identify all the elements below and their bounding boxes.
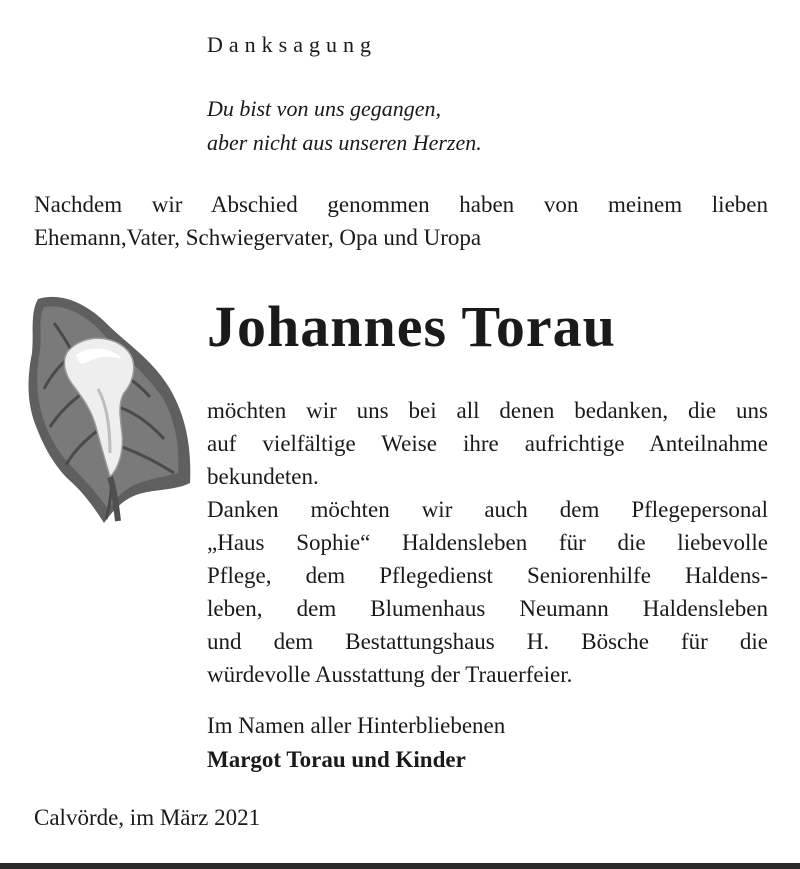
bottom-border (0, 863, 800, 869)
thanks-text (207, 394, 768, 691)
place-date: Calvörde, im März 2021 (34, 805, 261, 830)
intro-text (34, 188, 768, 254)
intro-line: Nachdem wir Abschied genommen haben von meinem lieben (34, 192, 768, 217)
signature (207, 709, 505, 777)
signature-names: Margot Torau und Kinder (207, 747, 466, 772)
thanks-line: und dem Bestattungshaus H. Bösche für die (207, 629, 768, 654)
thanks-line: Pflege, dem Pflegedienst Seniorenhilfe Haldens- (207, 563, 768, 588)
verse-line: aber nicht aus unseren Herzen. (207, 130, 482, 155)
deceased-name: Johannes Torau (207, 294, 616, 359)
verse (207, 92, 482, 160)
thanks-line: Danken möchten wir auch dem Pflegepersonal (207, 497, 768, 522)
thanks-line: leben, dem Blumenhaus Neumann Haldensleben (207, 596, 768, 621)
intro-line: Ehemann,Vater, Schwiegervater, Opa und Uropa (34, 225, 482, 250)
thanks-line: bekundeten. (207, 464, 319, 489)
signature-line: Im Namen aller Hinterbliebenen (207, 713, 506, 738)
thanks-line: möchten wir uns bei all denen bedanken, die uns (207, 398, 768, 423)
calla-lily-icon (24, 293, 194, 525)
verse-line: Du bist von uns gegangen, (207, 96, 442, 121)
thanks-line: auf vielfältige Weise ihre aufrichtige Anteilnahme (207, 431, 768, 456)
heading: Danksagung (207, 32, 377, 57)
thanks-line: würdevolle Ausstattung der Trauerfeier. (207, 662, 573, 687)
thanks-line: „Haus Sophie“ Haldensleben für die liebevolle (207, 530, 768, 555)
